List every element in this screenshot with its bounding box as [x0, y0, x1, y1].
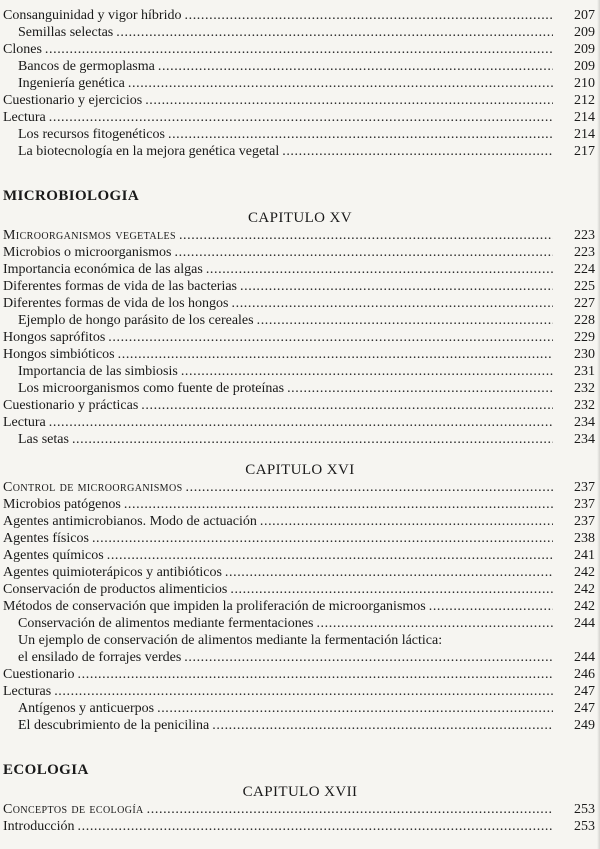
toc-entry-label: Agentes químicos: [3, 548, 104, 563]
dot-leader: [232, 295, 554, 312]
toc-entry: [3, 564, 597, 581]
toc-entry: [3, 683, 597, 700]
page-number: 237: [574, 497, 595, 512]
dot-leader: [78, 818, 553, 835]
dot-leader: [168, 126, 553, 143]
toc-entry-label: Agentes antimicrobianos. Modo de actuación: [3, 514, 257, 529]
page-number: 224: [574, 262, 595, 277]
chapter-heading: CAPITULO XVII: [242, 784, 358, 800]
toc-entry-label: Importancia de las simbiosis: [18, 364, 178, 379]
toc-entry: [3, 414, 597, 431]
dot-leader: [186, 479, 553, 496]
page-number: 249: [574, 718, 595, 733]
toc-entry-label: Microbios o microorganismos: [3, 245, 172, 260]
toc-entry: [3, 295, 597, 312]
toc-entry-label: Microorganismos vegetales: [3, 228, 176, 243]
toc-entry-label: Conservación de alimentos mediante fermentaciones: [18, 616, 314, 631]
dot-leader: [179, 227, 553, 244]
toc-entry: [3, 717, 597, 734]
toc-entry-label: Lectura: [3, 110, 46, 125]
toc-entry-label: Los microorganismos como fuente de proteínas: [18, 381, 285, 396]
page-number: 242: [574, 582, 595, 597]
toc-entry: [3, 24, 597, 41]
toc-entry: [3, 397, 597, 414]
dot-leader: [230, 581, 553, 598]
toc-entry-label: Un ejemplo de conservación de alimentos mediante la fermentación láctica:: [18, 633, 443, 648]
toc-entry-label: Métodos de conservación que impiden la proliferación de microorganismos: [3, 599, 426, 614]
dot-leader: [181, 363, 553, 380]
page-number: 212: [574, 93, 595, 108]
toc-entry-label: Control de microorganismos: [3, 480, 183, 495]
toc-entry: [3, 109, 597, 126]
toc-list: [3, 7, 597, 835]
dot-leader: [257, 312, 553, 329]
toc-entry-label: Cuestionario y ejercicios: [3, 93, 143, 108]
page-number: 241: [574, 548, 595, 563]
dot-leader: [124, 496, 553, 513]
dot-leader: [316, 615, 553, 632]
toc-entry: [3, 363, 597, 380]
page-number: 253: [574, 819, 595, 834]
dot-leader: [157, 700, 553, 717]
dot-leader: [107, 547, 553, 564]
dot-leader: [118, 346, 553, 363]
toc-entry: [3, 632, 597, 649]
page-number: 244: [574, 650, 595, 665]
page-number: 209: [574, 25, 595, 40]
toc-entry: [3, 818, 597, 835]
toc-entry-label: Antígenos y anticuerpos: [18, 701, 155, 716]
toc-entry: [3, 496, 597, 513]
page-number: 209: [574, 42, 595, 57]
part-heading: MICROBIOLOGIA: [3, 188, 140, 204]
dot-leader: [72, 431, 553, 448]
dot-leader: [282, 143, 553, 160]
toc-entry-label: El descubrimiento de la penicilina: [18, 718, 210, 733]
page-number: 232: [574, 398, 595, 413]
dot-leader: [108, 329, 553, 346]
dot-leader: [45, 41, 553, 58]
dot-leader: [185, 7, 554, 24]
dot-leader: [141, 397, 553, 414]
toc-entry: [3, 244, 597, 261]
toc-entry-label: Hongos saprófitos: [3, 330, 106, 345]
toc-entry: [3, 513, 597, 530]
toc-entry: [3, 58, 597, 75]
page-number: 207: [574, 8, 595, 23]
dot-leader: [240, 278, 553, 295]
toc-entry-label: el ensilado de forrajes verdes: [18, 650, 182, 665]
dot-leader: [116, 24, 553, 41]
dot-leader: [78, 666, 553, 683]
chapter-heading: CAPITULO XVI: [245, 462, 355, 478]
dot-leader: [175, 244, 553, 261]
toc-entry-label: Ejemplo de hongo parásito de los cereales: [18, 313, 254, 328]
toc-entry: [3, 126, 597, 143]
dot-leader: [54, 683, 553, 700]
toc-entry-label: Microbios patógenos: [3, 497, 121, 512]
dot-leader: [147, 801, 553, 818]
toc-entry-label: Cuestionario: [3, 667, 75, 682]
page-number: 247: [574, 684, 595, 699]
toc-entry: [3, 547, 597, 564]
toc-entry: [3, 479, 597, 496]
toc-entry: [3, 530, 597, 547]
toc-entry: [3, 615, 597, 632]
page-number: 231: [574, 364, 595, 379]
page-number: 225: [574, 279, 595, 294]
page-number: 234: [574, 432, 595, 447]
toc-entry: [3, 261, 597, 278]
chapter-heading: CAPITULO XV: [248, 210, 352, 226]
dot-leader: [92, 530, 553, 547]
toc-entry: [3, 75, 597, 92]
dot-leader: [287, 380, 553, 397]
toc-entry: [3, 380, 597, 397]
dot-leader: [429, 598, 553, 615]
page-number: 209: [574, 59, 595, 74]
page-number: 244: [574, 616, 595, 631]
toc-entry-label: Hongos simbióticos: [3, 347, 115, 362]
page-number: 223: [574, 228, 595, 243]
part-heading: ECOLOGIA: [3, 762, 89, 778]
toc-entry: [3, 431, 597, 448]
page-number: 229: [574, 330, 595, 345]
page-number: 253: [574, 802, 595, 817]
toc-entry-label: Diferentes formas de vida de las bacterias: [3, 279, 238, 294]
toc-entry: [3, 346, 597, 363]
page-number: 246: [574, 667, 595, 682]
toc-entry: [3, 666, 597, 683]
page-number: 237: [574, 514, 595, 529]
page-number: 210: [574, 76, 595, 91]
dot-leader: [225, 564, 553, 581]
toc-entry: [3, 649, 597, 666]
dot-leader: [206, 261, 553, 278]
toc-entry: [3, 227, 597, 244]
toc-entry-label: La biotecnología en la mejora genética vegetal: [18, 144, 280, 159]
page-number: 214: [574, 127, 595, 142]
dot-leader: [212, 717, 553, 734]
toc-entry: [3, 312, 597, 329]
toc-entry: [3, 700, 597, 717]
page-number: 232: [574, 381, 595, 396]
page-number: 214: [574, 110, 595, 125]
page-number: 217: [574, 144, 595, 159]
page-number: 234: [574, 415, 595, 430]
dot-leader: [184, 649, 553, 666]
page-number: 242: [574, 565, 595, 580]
toc-entry-label: Lecturas: [3, 684, 52, 699]
toc-entry-label: Conceptos de ecología: [3, 802, 144, 817]
toc-entry-label: Clones: [3, 42, 42, 57]
dot-leader: [49, 414, 553, 431]
dot-leader: [260, 513, 553, 530]
toc-entry-label: Introducción: [3, 819, 75, 834]
page-number: 230: [574, 347, 595, 362]
toc-entry-label: Las setas: [18, 432, 69, 447]
toc-entry-label: Cuestionario y prácticas: [3, 398, 139, 413]
toc-entry: [3, 329, 597, 346]
toc-entry: [3, 41, 597, 58]
dot-leader: [49, 109, 553, 126]
dot-leader: [145, 92, 553, 109]
toc-entry: [3, 92, 597, 109]
page-number: 237: [574, 480, 595, 495]
toc-entry: [3, 801, 597, 818]
toc-entry-label: Consanguinidad y vigor híbrido: [3, 8, 182, 23]
toc-entry-label: Semillas selectas: [18, 25, 114, 40]
page-number: 238: [574, 531, 595, 546]
toc-entry-label: Lectura: [3, 415, 46, 430]
page-number: 228: [574, 313, 595, 328]
toc-entry-label: Bancos de germoplasma: [18, 59, 155, 74]
toc-entry: [3, 143, 597, 160]
dot-leader: [158, 58, 553, 75]
page-number: 242: [574, 599, 595, 614]
toc-entry: [3, 278, 597, 295]
toc-entry-label: Diferentes formas de vida de los hongos: [3, 296, 229, 311]
toc-entry-label: Agentes quimioterápicos y antibióticos: [3, 565, 222, 580]
page-number: 223: [574, 245, 595, 260]
toc-entry-label: Conservación de productos alimenticios: [3, 582, 228, 597]
toc-entry: [3, 581, 597, 598]
toc-entry-label: Importancia económica de las algas: [3, 262, 203, 277]
dot-leader: [128, 75, 553, 92]
page-number: 247: [574, 701, 595, 716]
toc-entry-label: Agentes físicos: [3, 531, 89, 546]
toc-entry-label: Ingeniería genética: [18, 76, 125, 91]
page-number: 227: [574, 296, 595, 311]
toc-entry-label: Los recursos fitogenéticos: [18, 127, 165, 142]
toc-entry: [3, 598, 597, 615]
toc-entry: [3, 7, 597, 24]
